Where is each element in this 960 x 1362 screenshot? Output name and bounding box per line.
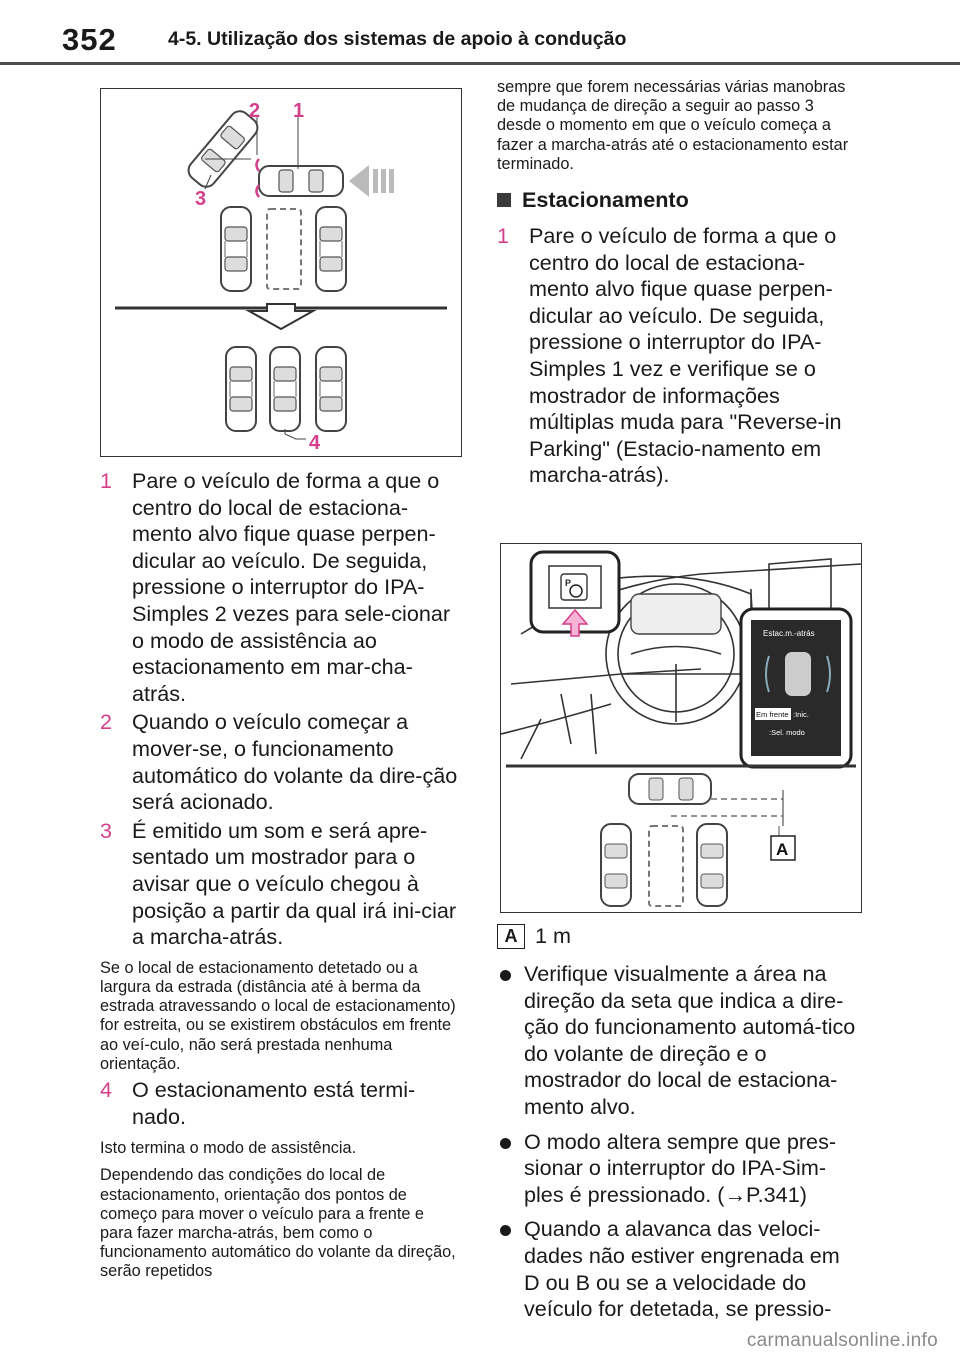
screen-title: Estac.m.-atrás bbox=[763, 629, 815, 638]
right-column-top bbox=[497, 78, 859, 489]
parking-diagram bbox=[101, 89, 461, 456]
parked-result-car-icon bbox=[270, 347, 300, 431]
own-car-icon bbox=[259, 166, 343, 196]
svg-text::Inic.: :Inic. bbox=[793, 710, 809, 719]
left-column bbox=[100, 468, 460, 1282]
target-space-outline bbox=[267, 209, 301, 289]
dashboard-diagram bbox=[501, 544, 861, 912]
callout-3: 3 bbox=[195, 188, 207, 210]
parking-diagram-figure bbox=[100, 88, 462, 457]
direction-arrow-icon bbox=[349, 165, 394, 197]
callout-1: 1 bbox=[293, 100, 305, 122]
svg-text:P: P bbox=[565, 578, 572, 588]
note-ends-mode: Isto termina o modo de assistência. bbox=[100, 1139, 357, 1158]
callout-2: 2 bbox=[249, 100, 261, 122]
subheading-estacionamento: Estacionamento bbox=[497, 187, 859, 213]
callout-a-text: 1 m bbox=[535, 923, 571, 948]
screen-btn-front: Em frente bbox=[756, 710, 789, 719]
page-header bbox=[0, 0, 960, 66]
note-narrow-space: Se o local de estacionamento detetado ou a largura da estrada (distância até à berma da estrada atravessando o local de estacionamento) for estreita, ou se existirem obstáculos em frente ao veí-culo, não será prestada nenhuma orientação. bbox=[100, 958, 456, 1073]
callout-4: 4 bbox=[309, 432, 321, 454]
screen-btn-mode: :Sel. modo bbox=[769, 728, 805, 737]
note-continued: sempre que forem necessárias várias manobras de mudança de direção a seguir ao passo 3 desde o momento em que o veículo começa a fazer a marcha-atrás até o estacionamento estar terminado. bbox=[497, 78, 849, 173]
callout-a-row bbox=[497, 923, 859, 949]
parked-car-right-icon bbox=[316, 207, 346, 291]
bullet-dot-icon bbox=[500, 970, 511, 981]
note-repeated: Dependendo das condições do local de estacionamento, orientação dos pontos de começo para mover o veículo para a frente e para fazer marcha-atrás, bem como o funcionamento automático do volante da direção, serão repetidos bbox=[100, 1166, 456, 1281]
bullet-1: Verifique visualmente a área na direção da seta que indica a dire-ção do funcionamento automá-tico do volante de direção e o mostrador do local de estaciona-mento alvo. bbox=[497, 961, 859, 1121]
header-rule bbox=[0, 62, 960, 65]
callout-a-label: A bbox=[776, 840, 789, 859]
dashboard-figure bbox=[500, 543, 862, 913]
bullet-3: Quando a alavanca das veloci-dades não estiver engrenada em D ou B ou se a velocidade do veículo for detetada, se pressio- bbox=[497, 1216, 859, 1322]
step-b1: 1 Pare o veículo de forma a que o centro do local de estaciona-mento alvo fique quase perpen-dicular ao veículo. De seguida, pressione o interruptor do IPA-Simples 1 vez e verifique se o mostrador de informações múltiplas muda para "Reverse-in Parking" (Estacio-namento em marcha-atrás). bbox=[497, 223, 842, 488]
bullet-2: O modo altera sempre que pres-sionar o interruptor do IPA-Sim-ples é pressionado. (→P.341) bbox=[497, 1129, 859, 1209]
bullet-dot-icon bbox=[500, 1225, 511, 1236]
step-a2: 2 Quando o veículo começar a mover-se, o funcionamento automático do volante da dire-ção será acionado. bbox=[100, 709, 458, 815]
step-a4: 4 O estacionamento está termi-nado. bbox=[100, 1076, 416, 1129]
square-bullet-icon bbox=[497, 193, 511, 207]
parked-car-left-icon bbox=[221, 207, 251, 291]
step-a3: 3 É emitido um som e será apre-sentado um mostrador para o avisar que o veículo chegou à posição a partir da qual irá ini-ciar a marcha-atrás. bbox=[100, 817, 457, 950]
section-title: 4-5. Utilização dos sistemas de apoio à condução bbox=[168, 28, 627, 50]
callout-a-key: A bbox=[497, 924, 525, 949]
step-a1: 1 Pare o veículo de forma a que o centro do local de estaciona-mento alvo fique quase perpen-dicular ao veículo. De seguida, pressione o interruptor do IPA-Simples 2 vezes para sele-cionar o modo de assistência ao estacionamento em mar-cha-atrás. bbox=[100, 468, 451, 706]
bullet-dot-icon bbox=[500, 1138, 511, 1149]
right-column-bottom bbox=[497, 923, 859, 1323]
page-number: 352 bbox=[62, 22, 117, 57]
watermark: carmanualsonline.info bbox=[746, 1330, 938, 1351]
